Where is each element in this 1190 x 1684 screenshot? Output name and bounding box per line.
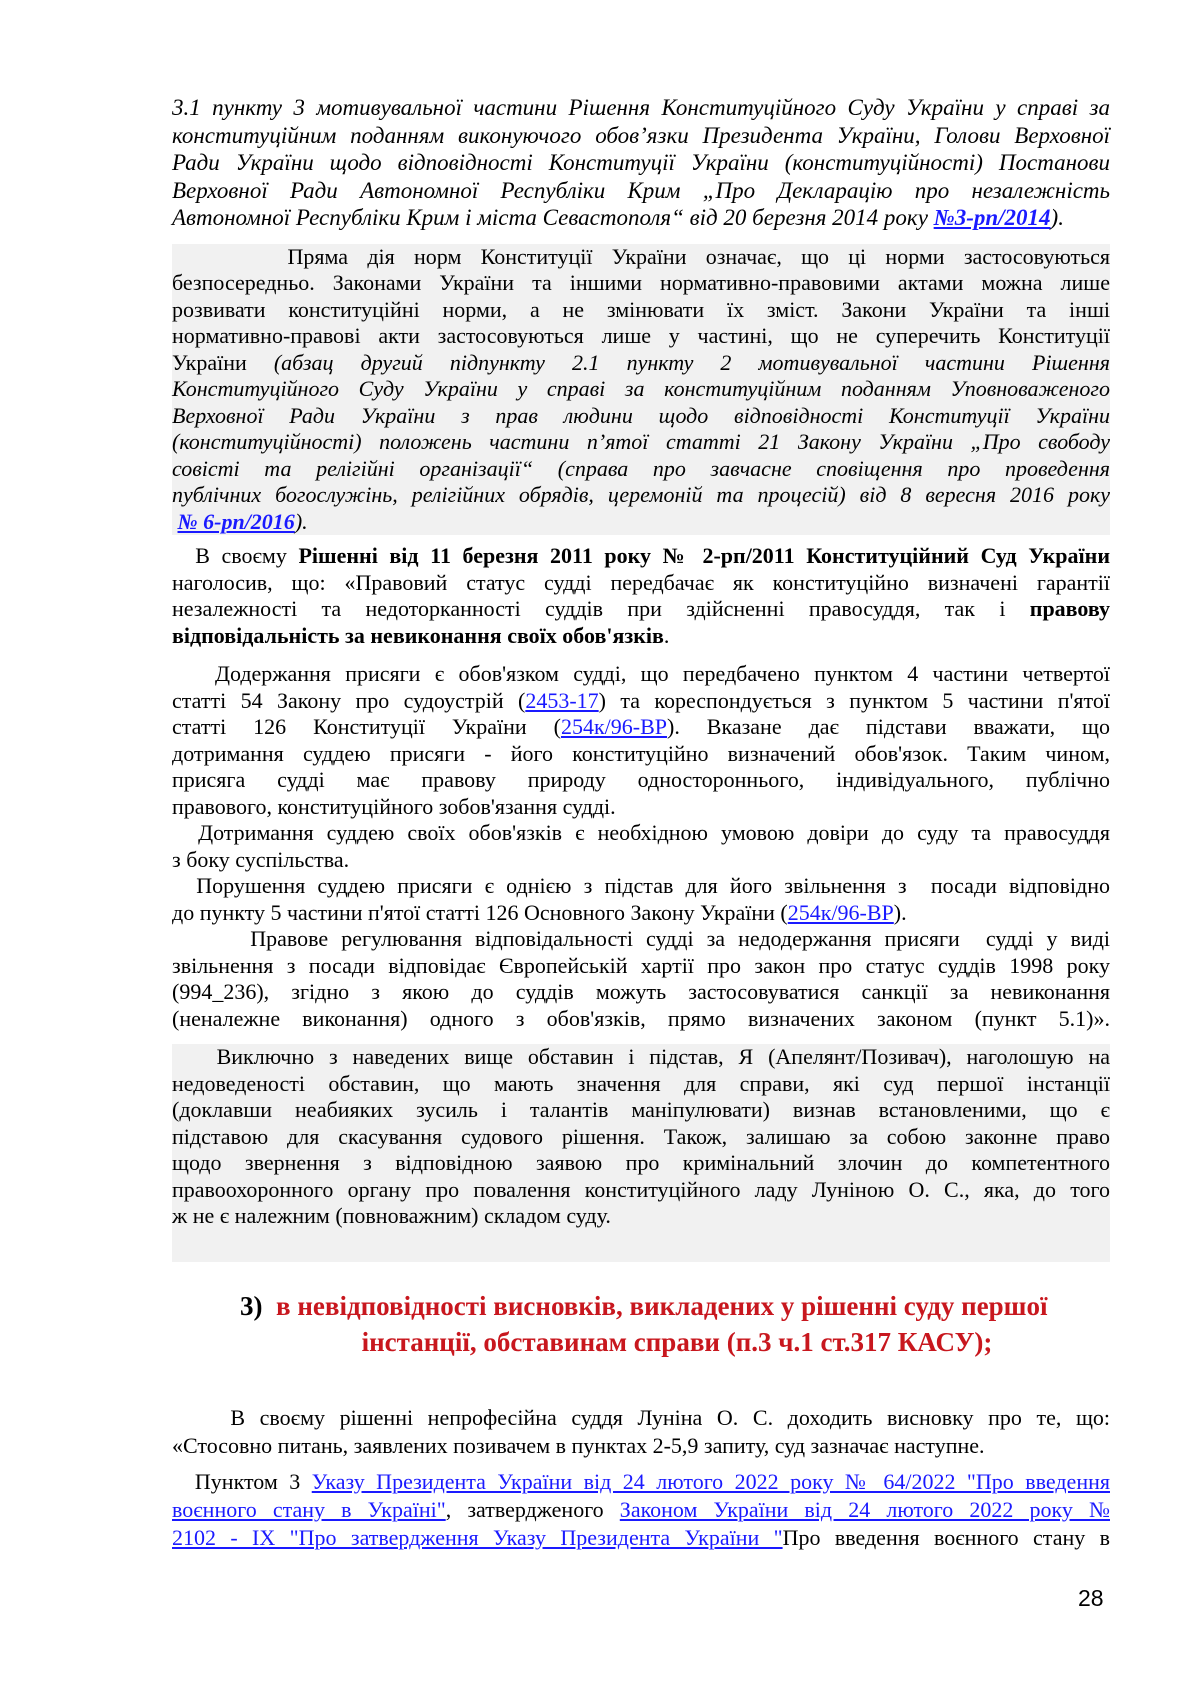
heading-line: інстанції, обставинам справи (п.3 ч.1 ст.317 КАСУ); bbox=[361, 1326, 993, 1357]
text-line: правового, конституційного зобов'язання судді. bbox=[172, 793, 616, 819]
text-line: Додержання присяги є обов'язком судді, що передбачено пунктом 4 частини четвертої bbox=[172, 661, 1110, 686]
text-line: Конституційного Суду України у справі за конституційним поданням Уповноваженого bbox=[172, 376, 1110, 401]
decision-link-6-rp-2016[interactable]: № 6-рп/2016 bbox=[177, 508, 295, 534]
text-fragment: ). bbox=[294, 508, 308, 534]
text-line: (994_236), згідно з якою до суддів можуть застосовуватися санкції за невиконання bbox=[172, 979, 1110, 1004]
text-line bbox=[172, 543, 1110, 570]
text-line: Правове регулювання відповідальності судді за недодержання присяги судді у виді bbox=[172, 926, 1110, 951]
conclusion-paragraph bbox=[172, 1044, 1110, 1262]
text-fragment: України bbox=[172, 349, 274, 375]
text-line: Пряма дія норм Конституції України означає, що ці норми застосовуються bbox=[172, 243, 1110, 269]
text-fragment: , затвердженого bbox=[445, 1496, 620, 1522]
text-line: з боку суспільства. bbox=[172, 846, 350, 872]
text-line: присяга судді має правову природу одностороннього, індивідуального, публічно bbox=[172, 767, 1110, 792]
court-decision-paragraph bbox=[172, 1404, 1110, 1460]
text-line: Порушення суддею присяги є однією з підстав для його звільнення з посади відповідно bbox=[172, 873, 1110, 898]
text-fragment: Про введення воєнного стану в bbox=[782, 1524, 1110, 1550]
text-line: Верховної Ради Автономної Республіки Крим „Про Декларацію про незалежність bbox=[172, 177, 1110, 203]
text-fragment: ). Вказане дає підстави вважати, що bbox=[667, 714, 1110, 739]
heading-line bbox=[172, 1288, 1110, 1324]
text-fragment: Пунктом 3 bbox=[172, 1468, 312, 1494]
text-line bbox=[172, 714, 1110, 741]
text-fragment: статті 126 Конституції України ( bbox=[172, 714, 561, 739]
text-line: наголосив, що: «Правовий статус судді передбачає як конституційно визначені гарантії bbox=[172, 569, 1110, 595]
text-fragment: ). bbox=[893, 899, 907, 925]
constitution-link-254k[interactable]: 254к/96-ВР bbox=[560, 714, 668, 739]
text-line: 3.1 пункту 3 мотивувальної частини Рішення Конституційного Суду України у справі за bbox=[172, 95, 1110, 120]
page-number: 28 bbox=[1078, 1585, 1104, 1611]
text-line bbox=[172, 900, 1110, 927]
decree-link-64-2022[interactable]: Указу Президента України від 24 лютого 2022 року № 64/2022 "Про введення bbox=[311, 1468, 1110, 1494]
text-line: (конституційності) положень частини п’ятої статті 21 Закону України „Про свободу bbox=[172, 429, 1110, 454]
text-line: дотримання суддею присяги - його конституційно визначений обов'язок. Таким чином, bbox=[172, 740, 1110, 766]
text-line bbox=[172, 509, 1110, 536]
text-line bbox=[172, 204, 1110, 232]
text-line: совісті та релігійні організації“ (справа про завчасне сповіщення про проведення bbox=[172, 455, 1110, 481]
text-line: конституційним поданням виконуючого обов’язки Президента України, Голови Верховної bbox=[172, 122, 1110, 148]
text-line: Дотримання суддею своїх обов'язків є необхідною умовою довіри до суду та правосуддя bbox=[172, 820, 1110, 845]
text-fragment: Рішенні від 11 березня 2011 року № 2-рп/2011 Конституційний Суд України bbox=[298, 543, 1110, 568]
text-line bbox=[172, 1524, 1110, 1552]
decision-link-3-rp-2014[interactable]: №3-рп/2014 bbox=[933, 205, 1051, 230]
constitution-link-254k-2[interactable]: 254к/96-ВР bbox=[787, 899, 894, 925]
text-line: Виключно з наведених вище обставин і підстав, Я (Апелянт/Позивач), наголошую на bbox=[172, 1044, 1110, 1069]
text-line: безпосередньо. Законами України та іншими нормативно-правовими актами можна лише bbox=[172, 270, 1110, 295]
text-line: публічних богослужінь, релігійних обрядів, церемоній та процесій) від 8 вересня 2016 року bbox=[172, 482, 1110, 507]
text-line: звільнення з посади відповідає Європейській хартії про закон про статус суддів 1998 року bbox=[172, 952, 1110, 978]
text-line: недоведеності обставин, що мають значення для справи, які суд першої інстанції bbox=[172, 1070, 1110, 1096]
text-line bbox=[172, 350, 1110, 377]
text-fragment: до пункту 5 частини п'ятої статті 126 Основного Закону України ( bbox=[172, 899, 788, 925]
text-line: підставою для скасування судового рішення. Також, залишаю за собою законне право bbox=[172, 1123, 1110, 1149]
text-fragment: ). bbox=[1050, 205, 1064, 230]
text-fragment: . bbox=[663, 622, 670, 648]
citation-paragraph-1 bbox=[172, 94, 1110, 232]
text-fragment: статті 54 Закону про судоустрій ( bbox=[172, 687, 526, 713]
text-line bbox=[172, 623, 1110, 650]
martial-law-paragraph bbox=[172, 1468, 1110, 1552]
text-line: «Стосовно питань, заявлених позивачем в пунктах 2-5,9 запиту, суд зазначає наступне. bbox=[172, 1432, 985, 1458]
text-line: В своєму рішенні непрофесійна суддя Луніна О. С. доходить висновку про те, що: bbox=[172, 1404, 1110, 1430]
text-line bbox=[172, 688, 1110, 715]
text-fragment: ) та кореспондується з пунктом 5 частини п'ятої bbox=[598, 687, 1110, 713]
section-heading-3 bbox=[172, 1288, 1110, 1360]
oath-paragraph bbox=[172, 661, 1110, 1032]
law-link-2102-ix[interactable]: Законом України від 24 лютого 2022 року № bbox=[619, 1496, 1110, 1522]
text-line: правоохоронного органу про повалення конституційного ладу Луніною О. С., яка, до того bbox=[172, 1176, 1110, 1202]
heading-number: 3) bbox=[240, 1290, 263, 1321]
law-link-2102-ix-cont[interactable]: 2102 - IX "Про затвердження Указу Президента України " bbox=[172, 1524, 783, 1550]
law-link-2453-17[interactable]: 2453-17 bbox=[525, 687, 599, 713]
text-line: Верховної Ради України з прав людини щодо відповідності Конституції України bbox=[172, 402, 1110, 428]
heading-text: в невідповідності висновків, викладених у рішенні суду першої bbox=[276, 1290, 1048, 1321]
text-line: нормативно-правові акти застосовуються лише у частині, що не суперечить Конституції bbox=[172, 323, 1110, 348]
text-line: розвивати конституційні норми, а не змінювати їх зміст. Закони України та інші bbox=[172, 296, 1110, 322]
text-fragment: відповідальність за невиконання своїх обов'язків bbox=[172, 622, 664, 648]
text-line: (неналежне виконання) одного з обов'язків, прямо визначених законом (пункт 5.1)». bbox=[172, 1005, 1110, 1031]
text-fragment: (абзац другий підпункту 2.1 пункту 2 мотивувальної частини Рішення bbox=[273, 349, 1110, 375]
decree-link-64-2022-cont[interactable]: воєнного стану в Україні" bbox=[172, 1496, 446, 1522]
text-line bbox=[172, 1468, 1110, 1496]
text-fragment: Автономної Республіки Крим і міста Севастополя“ від 20 березня 2014 року bbox=[172, 205, 934, 230]
text-fragment: правову bbox=[1029, 596, 1110, 621]
text-line: Ради України щодо відповідності Конституції України (конституційності) Постанови bbox=[172, 150, 1110, 175]
decision-2011-paragraph bbox=[172, 543, 1110, 649]
document-page bbox=[172, 94, 1110, 1552]
text-fragment: незалежності та недоторканності суддів при здійсненні правосуддя, так і bbox=[172, 596, 1030, 621]
text-line: ж не є належним (повноважним) складом суду. bbox=[172, 1203, 611, 1228]
text-line: (доклавши неабияких зусиль і талантів маніпулювати) визнав встановленими, що є bbox=[172, 1097, 1110, 1122]
text-line bbox=[172, 1496, 1110, 1524]
direct-effect-paragraph bbox=[172, 244, 1110, 536]
text-fragment: В своєму bbox=[172, 543, 299, 568]
text-line bbox=[172, 596, 1110, 623]
text-line: щодо звернення з відповідною заявою про кримінальний злочин до компетентного bbox=[172, 1150, 1110, 1175]
